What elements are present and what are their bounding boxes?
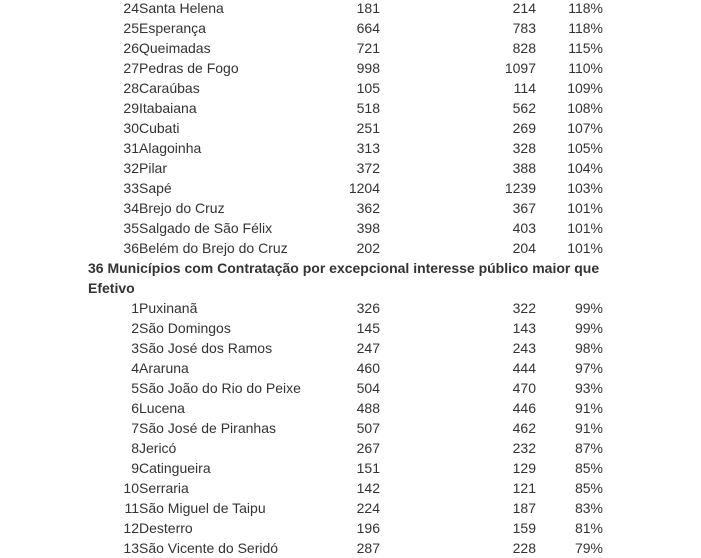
rank-cell: 27 [123,60,139,76]
rank-cell: 2 [131,320,139,336]
excepcional-value: 1239 [504,180,536,196]
efetivo-value: 507 [356,420,380,436]
rank-cell: 33 [123,180,139,196]
municipality-name: Alagoinha [139,140,202,156]
percent-value: 99% [574,320,603,336]
rank-cell: 26 [123,40,139,56]
efetivo-value: 313 [356,140,380,156]
rank-cell: 12 [123,520,139,536]
efetivo-value: 504 [356,380,380,396]
table-row [0,218,701,238]
excepcional-value: 232 [512,440,536,456]
efetivo-value: 721 [356,40,380,56]
municipality-name: Itabaiana [139,100,197,116]
municipality-name: Queimadas [139,40,211,56]
percent-value: 105% [567,140,603,156]
rank-cell: 1 [131,300,139,316]
excepcional-value: 143 [512,320,536,336]
percent-value: 110% [568,60,603,76]
rank-cell: 36 [123,240,139,256]
efetivo-value: 460 [356,360,380,376]
excepcional-value: 121 [512,480,536,496]
rank-cell: 7 [131,420,139,436]
efetivo-value: 664 [356,20,380,36]
table-row [0,438,701,458]
percent-value: 91% [574,400,603,416]
municipality-name: Santa Helena [139,0,224,16]
rank-cell: 31 [123,140,139,156]
rank-cell: 30 [123,120,139,136]
municipality-name: São José de Piranhas [139,420,276,436]
efetivo-value: 372 [356,160,380,176]
table-row [0,498,701,518]
percent-value: 99% [574,300,603,316]
percent-value: 79% [574,540,603,556]
municipality-name: Salgado de São Félix [139,220,273,236]
excepcional-value: 114 [513,80,536,96]
table-row [0,458,701,478]
efetivo-value: 488 [356,400,380,416]
rank-cell: 35 [123,220,139,236]
municipality-name: Serraria [139,480,189,496]
table-row [0,238,701,258]
table-row [0,18,701,38]
municipality-name: São José dos Ramos [139,340,273,356]
excepcional-value: 328 [512,140,536,156]
municipality-name: São Vicente do Seridó [139,540,279,556]
excepcional-value: 214 [512,0,536,16]
efetivo-value: 151 [356,460,380,476]
municipality-name: Jericó [139,440,177,456]
excepcional-value: 462 [512,420,536,436]
percent-value: 85% [574,460,603,476]
rank-cell: 11 [124,500,139,516]
section-heading: 36 Municípios com Contratação por excepcional interesse público maior que Efetivo [88,260,600,296]
percent-value: 107% [567,120,603,136]
table-row [0,98,701,118]
municipality-name: Lucena [139,400,185,416]
municipality-name: Belém do Brejo do Cruz [139,240,288,256]
excepcional-value: 159 [512,520,536,536]
municipality-name: Sapé [139,180,172,196]
rank-cell: 10 [123,480,139,496]
table-row [0,418,701,438]
percent-value: 115% [568,40,603,56]
table-row [0,318,701,338]
municipality-name: São João do Rio do Peixe [139,380,301,396]
excepcional-value: 828 [512,40,536,56]
excepcional-value: 444 [512,360,536,376]
percent-value: 97% [574,360,603,376]
excepcional-value: 243 [512,340,536,356]
efetivo-value: 1204 [348,180,380,196]
municipality-name: Desterro [139,520,193,536]
rank-cell: 13 [123,540,139,556]
percent-value: 118% [568,20,603,36]
municipality-name: Pilar [139,160,168,176]
table-row [0,158,701,178]
table-row [0,478,701,498]
table-row [0,358,701,378]
efetivo-value: 518 [356,100,380,116]
percent-value: 98% [574,340,603,356]
municipality-name: Esperança [139,20,206,36]
percent-value: 101% [567,240,603,256]
excepcional-value: 403 [512,220,536,236]
municipality-name: Catingueira [139,460,211,476]
municipality-name: Puxinanã [139,300,198,316]
efetivo-value: 998 [356,60,380,76]
percent-value: 108% [567,100,603,116]
rank-cell: 3 [131,340,139,356]
municipality-name: Caraúbas [139,80,200,96]
table-row [0,0,701,18]
municipality-name: Brejo do Cruz [139,200,225,216]
efetivo-value: 105 [356,80,380,96]
rank-cell: 28 [123,80,139,96]
efetivo-value: 287 [356,540,380,556]
efetivo-value: 181 [356,0,380,16]
efetivo-value: 142 [356,480,380,496]
rank-cell: 29 [123,100,139,116]
percent-value: 83% [574,500,603,516]
rank-cell: 8 [131,440,139,456]
percent-value: 103% [567,180,603,196]
percent-value: 104% [567,160,603,176]
table-row [0,118,701,138]
excepcional-value: 204 [512,240,536,256]
municipality-name: São Domingos [139,320,231,336]
municipality-name: São Miguel de Taipu [139,500,266,516]
percent-value: 101% [567,200,603,216]
table-row [0,538,701,558]
excepcional-value: 187 [512,500,536,516]
percent-value: 85% [574,480,603,496]
excepcional-value: 446 [512,400,536,416]
percent-value: 93% [574,380,603,396]
table-row [0,78,701,98]
percent-value: 87% [574,440,603,456]
table-row [0,38,701,58]
excepcional-value: 1097 [504,60,536,76]
efetivo-value: 247 [356,340,380,356]
efetivo-value: 202 [356,240,380,256]
excepcional-value: 562 [512,100,536,116]
efetivo-value: 145 [356,320,380,336]
percent-value: 118% [568,0,603,16]
rank-cell: 25 [123,20,139,36]
table-row [0,178,701,198]
rank-cell: 5 [131,380,139,396]
excepcional-value: 129 [512,460,536,476]
excepcional-value: 470 [512,380,536,396]
rank-cell: 6 [131,400,139,416]
table-row [0,378,701,398]
table-row [0,198,701,218]
efetivo-value: 398 [356,220,380,236]
excepcional-value: 322 [512,300,536,316]
table-row [0,518,701,538]
percent-value: 81% [574,520,603,536]
table-row [0,138,701,158]
percent-value: 91% [574,420,603,436]
excepcional-value: 367 [512,200,536,216]
efetivo-value: 251 [356,120,380,136]
excepcional-value: 228 [512,540,536,556]
excepcional-value: 783 [512,20,536,36]
excepcional-value: 269 [512,120,536,136]
rank-cell: 32 [123,160,139,176]
percent-value: 109% [567,80,603,96]
efetivo-value: 224 [356,500,380,516]
table-row [0,298,701,318]
efetivo-value: 267 [356,440,380,456]
efetivo-value: 326 [356,300,380,316]
rank-cell: 34 [123,200,139,216]
table-row [0,338,701,358]
municipality-name: Cubati [139,120,180,136]
table-row [0,58,701,78]
rank-cell: 4 [131,360,139,376]
municipality-name: Araruna [139,360,189,376]
excepcional-value: 388 [512,160,536,176]
efetivo-value: 196 [356,520,380,536]
rank-cell: 24 [123,0,139,16]
municipality-name: Pedras de Fogo [139,60,239,76]
efetivo-value: 362 [356,200,380,216]
rank-cell: 9 [131,460,139,476]
percent-value: 101% [567,220,603,236]
table-row [0,398,701,418]
